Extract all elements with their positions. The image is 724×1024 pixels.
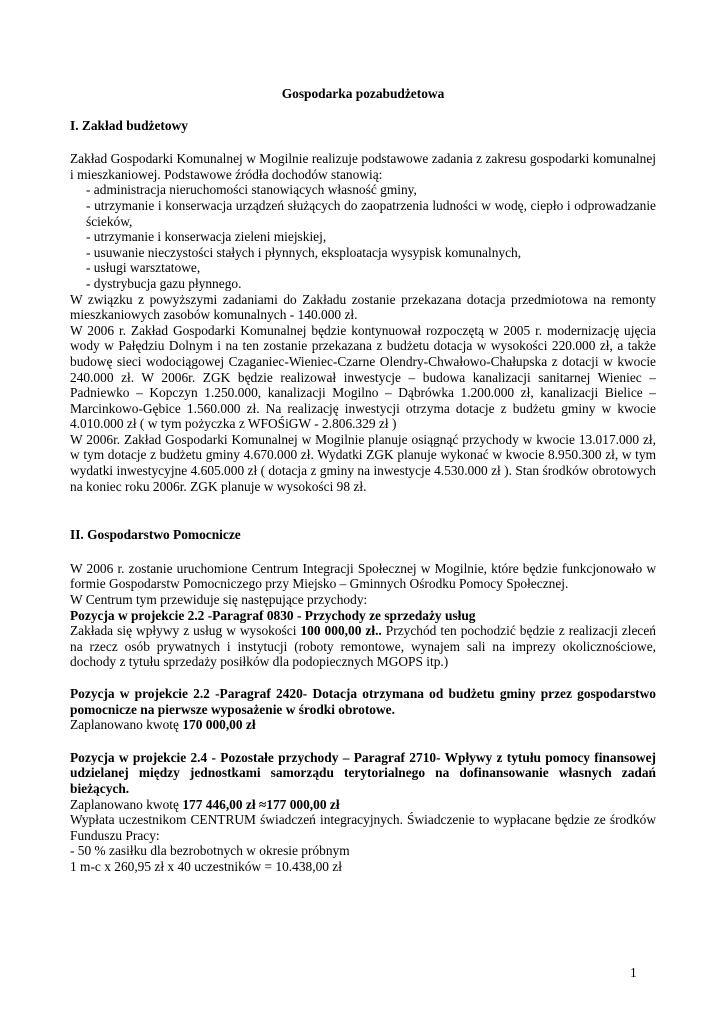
position-1-text-start: Zakłada się wpływy z usług w wysokości: [70, 623, 301, 639]
position-3-line: - 50 % zasiłku dla bezrobotnych w okresie próbnym: [70, 843, 350, 859]
position-2-label: Zaplanowano kwotę: [70, 717, 183, 733]
position-2-text: [70, 717, 656, 733]
position-3-amount: 177 446,00 zł ≈177 000,00 zł: [182, 796, 340, 812]
list-item: - utrzymanie i konserwacja urządzeń służących do zaopatrzenia ludności w wodę, ciepło i odprowadzanie ścieków,: [86, 197, 656, 229]
position-2-heading: Pozycja w projekcie 2.2 -Paragraf 2420- Dotacja otrzymana od budżetu gminy przez gospodarstwo pomocnicze na pierwsze wyposażenie w środki obrotowe.: [70, 686, 656, 717]
section-1-intro: Zakład Gospodarki Komunalnej w Mogilnie realizuje podstawowe zadania z zakresu gospodarki komunalnej i mieszkaniowej. Podstawowe źródła dochodów stanowią:: [70, 151, 656, 182]
position-3-text: [70, 797, 656, 813]
list-item: - administracja nieruchomości stanowiących własność gminy,: [86, 182, 417, 198]
position-1-text-end: Przychód ten pochodzić będzie z realizacji zleceń na rzecz osób prywatnych i instytucji (roboty remontowe, wynajem sali na imprezy okolicznościowe, dochody z tytułu sprzedaży posiłków dla podopiecznych MGOPS itp.): [70, 623, 656, 670]
section-1-heading: I. Zakład budżetowy: [70, 117, 188, 133]
list-item: - utrzymanie i konserwacja zieleni miejskiej,: [86, 229, 327, 245]
list-item: - usługi warsztatowe,: [86, 260, 201, 276]
document-page: [70, 86, 656, 875]
list-item: - dystrybucja gazu płynnego.: [86, 275, 242, 291]
section-1-paragraph: W związku z powyższymi zadaniami do Zakładu zostanie przekazana dotacja przedmiotowa na remonty mieszkaniowych zasobów komunalnych - 140.000 zł.: [70, 291, 656, 323]
section-1-paragraph: W 2006 r. Zakład Gospodarki Komunalnej będzie kontynuował rozpoczętą w 2005 r. modernizację ujęcia wody w Pałędziu Dolnym i na ten zostanie przekazana z budżetu dotacja w wysokości 220.000 zł, a także budowę sieci wodociągowej Czaganiec-Wieniec-Czarne Olendry-Chwałowo-Chałupska z dotacji w kwocie 240.000 zł. W 2006r. ZGK będzie realizował inwestycje – budowa kanalizacji sanitarnej Wieniec – Padniewko – Kopczyn 1.250.000, kanalizacji Mogilno – Dąbrówka 1.200.000 zł, kanalizacji Bielice – Marcinkowo-Gębice 1.560.000 zł. Na realizację inwestycji otrzyma dotacje z budżetu gminy w kwocie 4.010.000 zł ( w tym pożyczka z WFOŚiGW - 2.806.329 zł ): [70, 322, 656, 432]
section-2-heading: II. Gospodarstwo Pomocnicze: [70, 527, 241, 543]
position-3-line: 1 m-c x 260,95 zł x 40 uczestników = 10.438,00 zł: [70, 858, 342, 874]
position-1-amount: 100 000,00 zł..: [300, 623, 382, 639]
page-number: 1: [630, 965, 637, 980]
position-3-label: Zaplanowano kwotę: [70, 796, 183, 812]
document-title: Gospodarka pozabudżetowa: [281, 86, 445, 101]
section-2-paragraph: W 2006 r. zostanie uruchomione Centrum Integracji Społecznej w Mogilnie, które będzie funkcjonowało w formie Gospodarstw Pomocniczego przy Miejsko – Gminnych Ośrodku Pomocy Społecznej.: [70, 560, 656, 592]
position-3-heading: Pozycja w projekcie 2.4 - Pozostałe przychody – Paragraf 2710- Wpływy z tytułu pomocy finansowej udzielanej między jednostkami samorządu terytorialnego na dofinansowanie własnych zadań bieżących.: [70, 749, 656, 796]
section-1-paragraph: W 2006r. Zakład Gospodarki Komunalnej w Mogilnie planuje osiągnąć przychody w kwocie 13.017.000 zł, w tym dotacje z budżetu gminy 4.670.000 zł. Wydatki ZGK planuje wykonać w kwocie 8.950.300 zł, w tym wydatki inwestycyjne 4.605.000 zł ( dotacja z gminy na inwestycje 4.530.000 zł ). Stan środków obrotowych na koniec roku 2006r. ZGK planuje w wysokości 98 zł.: [70, 431, 656, 494]
position-1-heading: Pozycja w projekcie 2.2 -Paragraf 0830 - Przychody ze sprzedaży usług: [70, 607, 476, 623]
income-sources-list: [70, 182, 656, 291]
position-2-amount: 170 000,00 zł: [182, 717, 256, 733]
position-3-paragraph: Wypłata uczestnikom CENTRUM świadczeń integracyjnych. Świadczenie to wypłacane będzie ze środków Funduszu Pracy:: [70, 812, 656, 843]
section-2-paragraph: W Centrum tym przewiduje się następujące przychody:: [70, 592, 368, 608]
list-item: - usuwanie nieczystości stałych i płynnych, eksploatacja wysypisk komunalnych,: [86, 244, 522, 260]
position-1-text: [70, 623, 656, 670]
